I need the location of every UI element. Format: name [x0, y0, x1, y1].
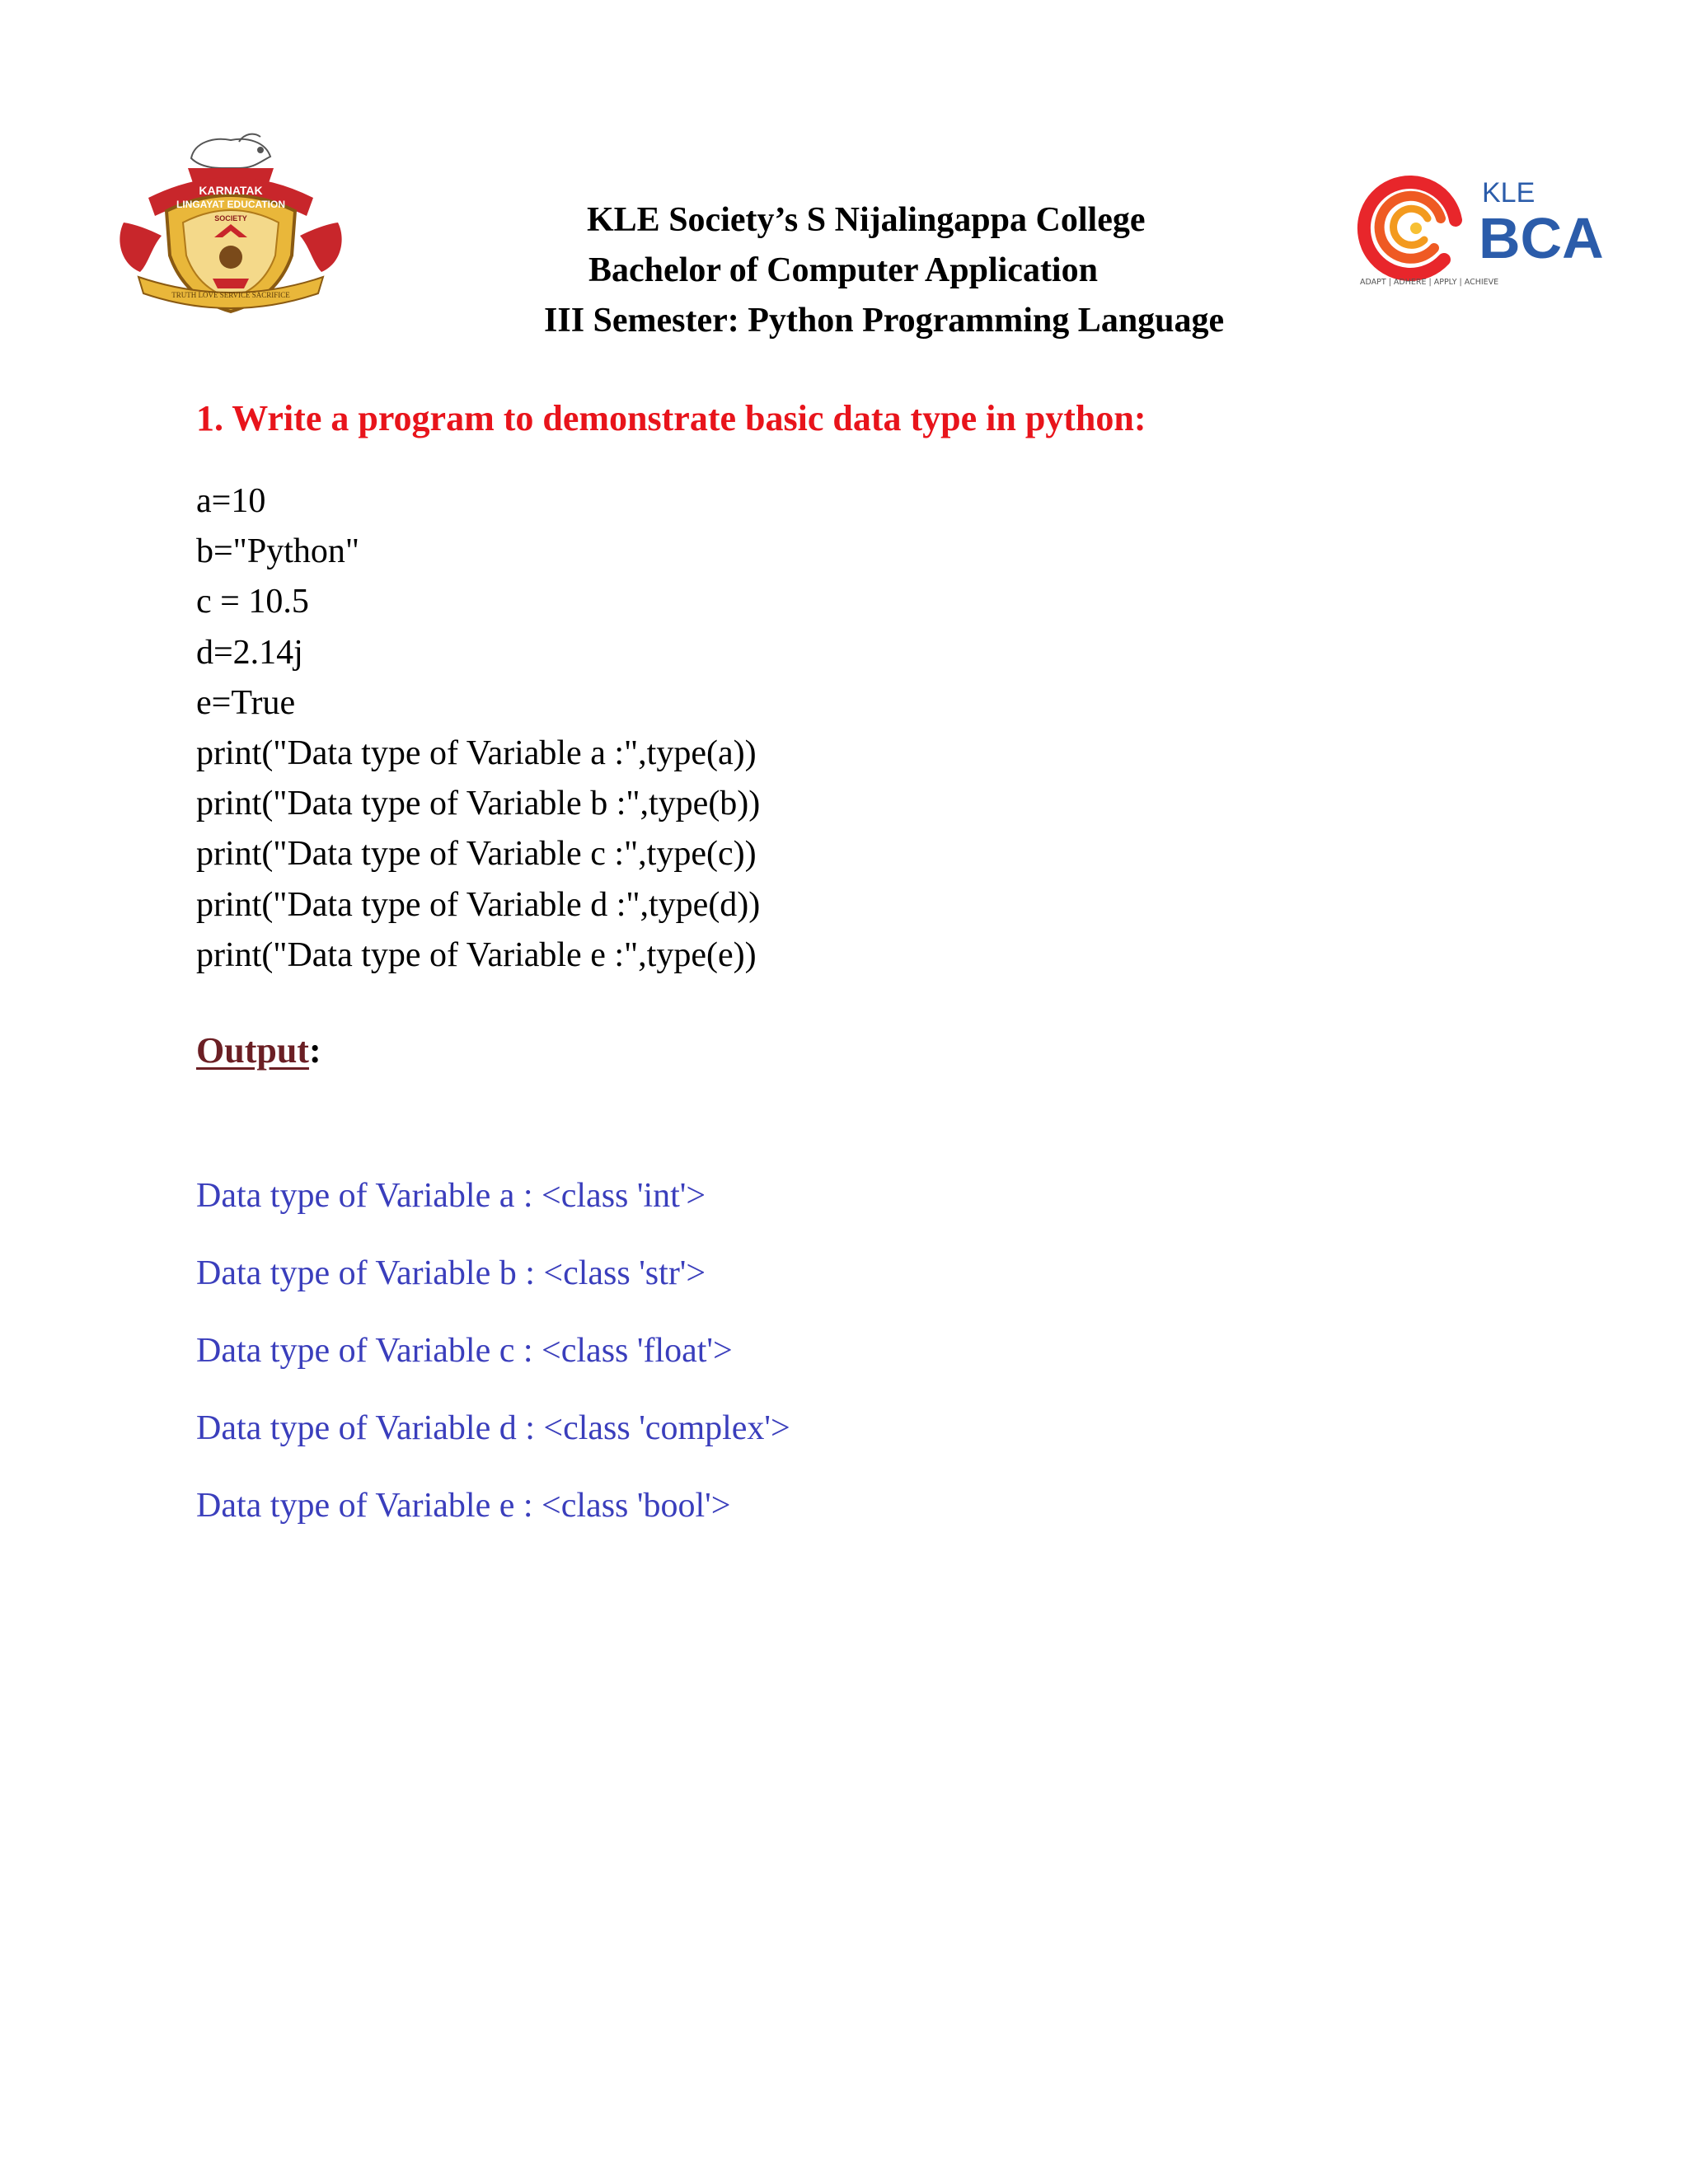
kle-bca-swirl-logo-icon — [1358, 169, 1604, 293]
output-line: Data type of Variable a : <class 'int'> — [196, 1177, 706, 1215]
emblem-text-society: SOCIETY — [214, 214, 247, 223]
program-name: Bachelor of Computer Application — [588, 251, 1098, 289]
karnatak-lingayat-education-society-emblem-icon — [115, 132, 346, 321]
logo-tagline: ADAPT | ADHERE | APPLY | ACHIEVE — [1360, 278, 1499, 287]
output-heading — [196, 1030, 321, 1071]
code-line: print("Data type of Variable e :",type(e)) — [196, 935, 757, 974]
output-line: Data type of Variable e : <class 'bool'> — [196, 1487, 731, 1525]
code-line: e=True — [196, 683, 296, 722]
code-line: b="Python" — [196, 532, 360, 571]
output-line: Data type of Variable d : <class 'complex'> — [196, 1409, 790, 1447]
logo-brand-small: KLE — [1482, 177, 1536, 209]
code-line: c = 10.5 — [196, 583, 309, 621]
semester-course: III Semester: Python Programming Language — [544, 302, 1225, 340]
code-line: print("Data type of Variable b :",type(b)) — [196, 785, 761, 823]
program-output — [196, 1157, 790, 1544]
emblem-text-arc: LINGAYAT EDUCATION — [176, 199, 286, 210]
code-line: print("Data type of Variable d :",type(d)) — [196, 885, 761, 924]
code-listing — [196, 476, 760, 981]
code-line: print("Data type of Variable a :",type(a)) — [196, 734, 757, 773]
code-line: print("Data type of Variable c :",type(c)) — [196, 835, 757, 874]
output-heading-colon: : — [308, 1030, 321, 1071]
emblem-text-top: KARNATAK — [199, 184, 263, 197]
output-line: Data type of Variable c : <class 'float'> — [196, 1332, 733, 1370]
output-line: Data type of Variable b : <class 'str'> — [196, 1254, 706, 1292]
code-line: a=10 — [196, 482, 266, 520]
college-name: KLE Society’s S Nijalingappa College — [587, 201, 1146, 239]
logo-brand-large: BCA — [1479, 206, 1604, 270]
question-title: 1. Write a program to demonstrate basic data type in python: — [196, 398, 1146, 438]
emblem-text-motto: TRUTH LOVE SERVICE SACRIFICE — [171, 291, 290, 299]
code-line: d=2.14j — [196, 633, 303, 672]
output-heading-label: Output — [196, 1030, 309, 1071]
